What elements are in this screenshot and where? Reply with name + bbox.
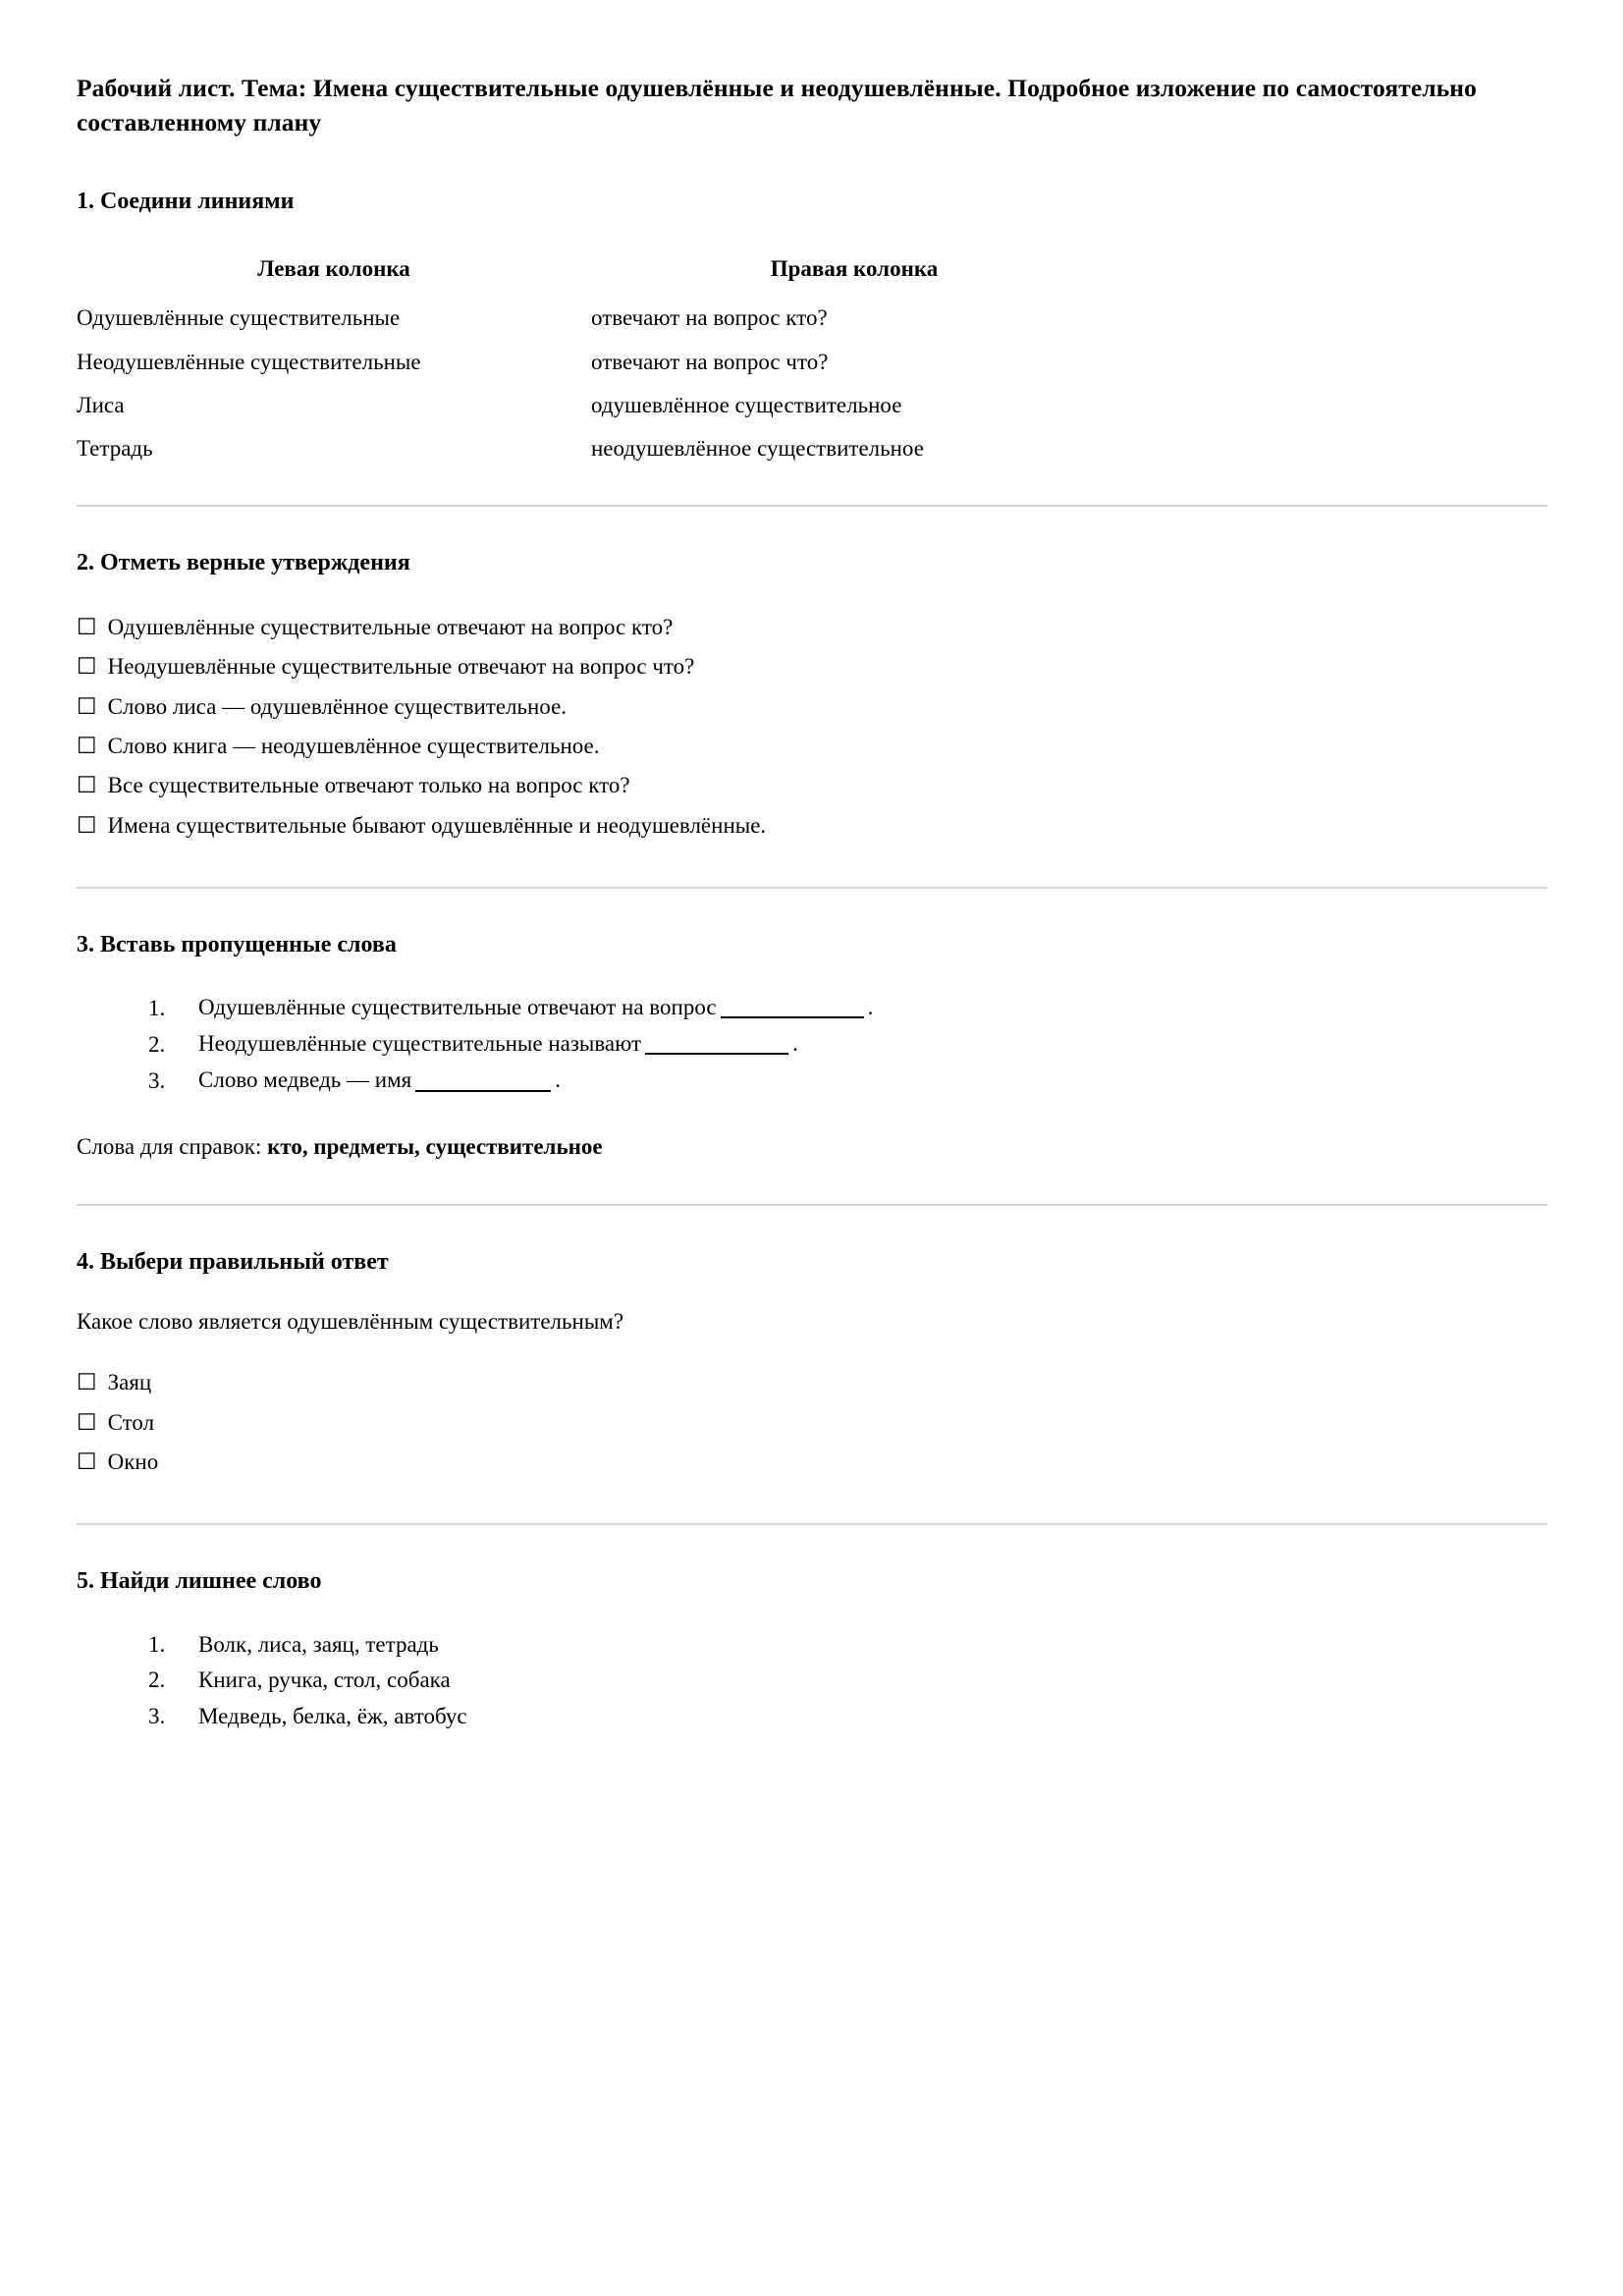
statement-label: Все существительные отвечают только на вопрос кто? xyxy=(107,773,630,798)
blank-sentence-after: . xyxy=(555,1067,561,1093)
match-right-cell[interactable]: неодушевлённое существительное xyxy=(591,436,924,462)
section-2-heading: 2. Отметь верные утверждения xyxy=(77,549,410,575)
statement-label: Одушевлённые существительные отвечают на вопрос кто? xyxy=(107,614,674,639)
list-item[interactable] xyxy=(77,1443,1546,1482)
section-3-heading: 3. Вставь пропущенные слова xyxy=(77,932,397,958)
table-header-row xyxy=(77,251,1117,298)
blank-input[interactable] xyxy=(721,993,864,1018)
section-4-heading: 4. Выбери правильный ответ xyxy=(77,1249,389,1276)
statement-label: Слово лиса — одушевлённое существительное. xyxy=(107,693,568,719)
blank-sentence-before: Одушевлённые существительные отвечают на вопрос xyxy=(198,995,717,1020)
statement-label: Неодушевлённые существительные отвечают на вопрос что? xyxy=(107,654,695,680)
list-item[interactable] xyxy=(77,608,1546,647)
fill-blank-list xyxy=(77,990,1546,1099)
checkbox-icon[interactable]: ☐ xyxy=(77,812,97,839)
checkbox-icon[interactable]: ☐ xyxy=(77,693,97,720)
statement-label: Слово книга — неодушевлённое существительное. xyxy=(107,734,600,759)
match-left-cell[interactable]: Лиса xyxy=(77,393,125,418)
match-table xyxy=(77,251,1117,471)
column-header-right: Правая колонка xyxy=(770,255,939,281)
section-5-heading: 5. Найди лишнее слово xyxy=(77,1568,322,1595)
column-header-left: Левая колонка xyxy=(257,255,410,281)
table-row xyxy=(77,427,1117,470)
section-find-odd-word xyxy=(77,1566,1546,1735)
list-item[interactable] xyxy=(77,647,1546,686)
checkbox-icon[interactable]: ☐ xyxy=(77,734,97,760)
blank-input[interactable] xyxy=(415,1066,551,1091)
answer-options-list xyxy=(77,1363,1546,1482)
reference-words-value: кто, предметы, существительное xyxy=(267,1134,603,1160)
match-right-cell[interactable]: отвечают на вопрос что? xyxy=(591,349,829,374)
match-left-cell[interactable]: Тетрадь xyxy=(77,436,153,462)
statements-checkbox-list xyxy=(77,608,1546,846)
checkbox-icon[interactable]: ☐ xyxy=(77,773,97,799)
match-left-cell[interactable]: Одушевлённые существительные xyxy=(77,305,401,331)
option-label: Стол xyxy=(107,1409,155,1435)
odd-word-list xyxy=(77,1627,1546,1735)
question-text: Какое слово является одушевлённым существительным? xyxy=(77,1309,624,1335)
table-row xyxy=(77,341,1117,384)
checkbox-icon[interactable]: ☐ xyxy=(77,654,97,681)
table-row xyxy=(77,297,1117,340)
reference-words-label: Слова для справок: xyxy=(77,1134,262,1160)
section-true-statements xyxy=(77,548,1546,846)
section-choose-answer xyxy=(77,1247,1546,1482)
statement-label: Имена существительные бывают одушевлённые и неодушевлённые. xyxy=(107,812,767,838)
list-item: 3. Медведь, белка, ёж, автобус xyxy=(171,1699,1546,1735)
checkbox-icon[interactable]: ☐ xyxy=(77,1370,97,1396)
page-title: Рабочий лист. Тема: Имена существительные одушевлённые и неодушевлённые. Подробное изложение по самостоятельно составленному плану xyxy=(77,74,1477,137)
list-item[interactable] xyxy=(77,727,1546,766)
match-right-cell[interactable]: одушевлённое существительное xyxy=(591,393,902,418)
blank-input[interactable] xyxy=(645,1029,788,1055)
blank-sentence-after: . xyxy=(792,1031,798,1057)
section-fill-blanks xyxy=(77,930,1546,1163)
list-item: 1. Волк, лиса, заяц, тетрадь xyxy=(171,1627,1546,1664)
blank-sentence-before: Слово медведь — имя xyxy=(198,1067,412,1093)
table-row xyxy=(77,384,1117,427)
list-item xyxy=(171,1026,1546,1063)
blank-sentence-before: Неодушевлённые существительные называют xyxy=(198,1031,642,1057)
list-item xyxy=(171,990,1546,1026)
list-item[interactable] xyxy=(77,1363,1546,1402)
list-item[interactable] xyxy=(77,687,1546,727)
list-item[interactable] xyxy=(77,806,1546,846)
checkbox-icon[interactable]: ☐ xyxy=(77,1409,97,1436)
section-match-lines xyxy=(77,187,1546,470)
list-item[interactable] xyxy=(77,766,1546,805)
checkbox-icon[interactable]: ☐ xyxy=(77,1449,97,1475)
reference-words-line xyxy=(77,1132,1546,1163)
option-label: Окно xyxy=(107,1449,159,1474)
option-label: Заяц xyxy=(107,1370,152,1395)
blank-sentence-after: . xyxy=(867,995,874,1020)
section-1-heading: 1. Соедини линиями xyxy=(77,189,295,215)
list-item[interactable] xyxy=(77,1403,1546,1443)
match-left-cell[interactable]: Неодушевлённые существительные xyxy=(77,349,421,374)
list-item xyxy=(171,1063,1546,1099)
checkbox-icon[interactable]: ☐ xyxy=(77,614,97,640)
match-right-cell[interactable]: отвечают на вопрос кто? xyxy=(591,305,828,331)
list-item: 2. Книга, ручка, стол, собака xyxy=(171,1663,1546,1699)
